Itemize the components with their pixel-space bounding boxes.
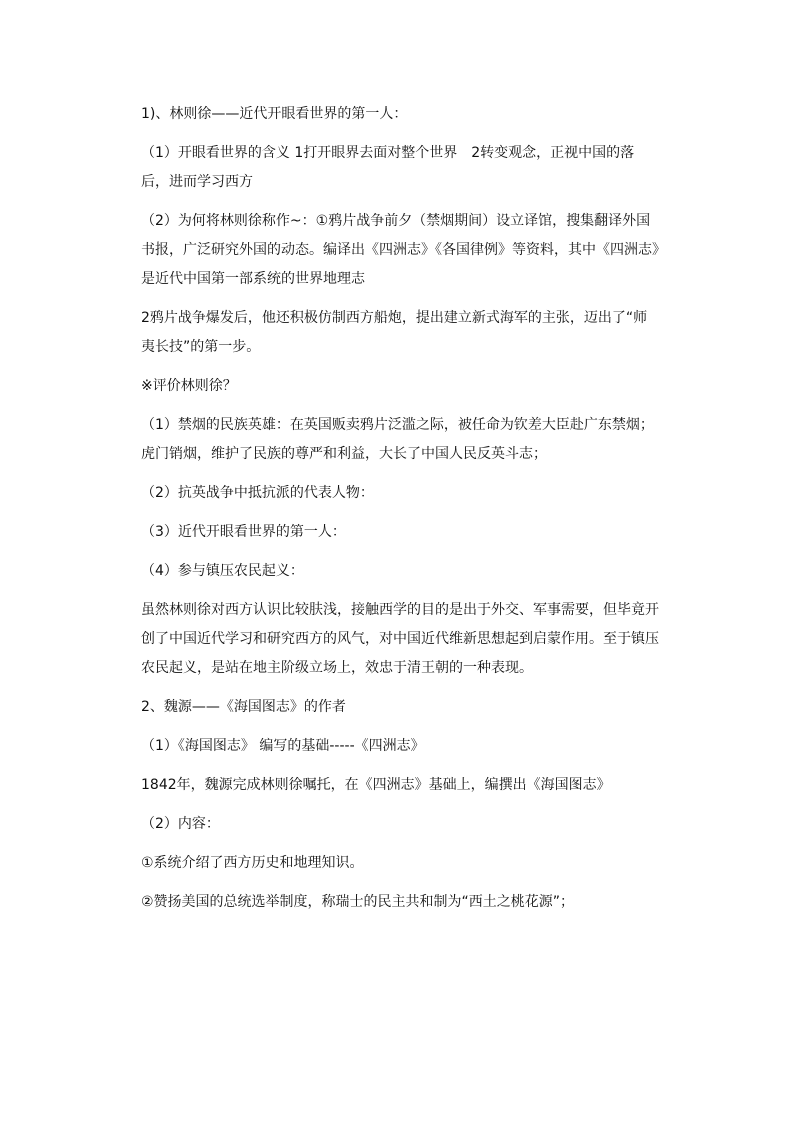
evaluation-item-3: （3）近代开眼看世界的第一人： (141, 524, 346, 540)
evaluation-item-1: （1）禁烟的民族英雄：在英国贩卖鸦片泛滥之际，被任命为钦差大臣赴广东禁烟；虎门销烟，维护了民族的尊严和利益，大长了中国人民反英斗志； (141, 417, 654, 462)
document-body (141, 100, 661, 927)
paragraph-1842: 1842年，魏源完成林则徐嘱托，在《四洲志》基础上，编撰出《海国图志》 (141, 777, 611, 793)
paragraph-meaning: （1）开眼看世界的含义 1打开眼界去面对整个世界 2转变观念，正视中国的落后，进而学习西方 (141, 145, 635, 190)
heading-lin-zexu: 1)、林则徐——近代开眼看世界的第一人： (141, 106, 408, 122)
paragraph-why-called: （2）为何将林则徐称作~：①鸦片战争前夕（禁烟期间）设立译馆，搜集翻译外国书报，广泛研究外国的动态。编译出《四洲志》《各国律例》等资料，其中《四洲志》是近代中国第一部系统的世界地理志 (141, 213, 659, 287)
content-item-2: ②赞扬美国的总统选举制度，称瑞士的民主共和制为“西土之桃花源”； (141, 894, 575, 910)
paragraph-basis: （1）《海国图志》 编写的基础-----《四洲志》 (141, 738, 425, 754)
paragraph-summary: 虽然林则徐对西方认识比较肤浅，接触西学的目的是出于外交、军事需要，但毕竟开创了中国近代学习和研究西方的风气，对中国近代维新思想起到启蒙作用。至于镇压农民起义，是站在地主阶级立场上，效忠于清王朝的一种表现。 (141, 602, 659, 676)
content-item-1: ①系统介绍了西方历史和地理知识。 (141, 855, 364, 871)
heading-evaluation: ※评价林则徐？ (141, 378, 237, 394)
heading-content: （2）内容： (141, 816, 220, 832)
evaluation-item-2: （2）抗英战争中抵抗派的代表人物： (141, 485, 374, 501)
heading-wei-yuan: 2、魏源——《海国图志》的作者 (141, 699, 346, 715)
evaluation-item-4: （4）参与镇压农民起义： (141, 563, 304, 579)
paragraph-opium-war: 2鸦片战争爆发后，他还积极仿制西方船炮，提出建立新式海军的主张，迈出了“师夷长技”的第一步。 (141, 310, 648, 355)
